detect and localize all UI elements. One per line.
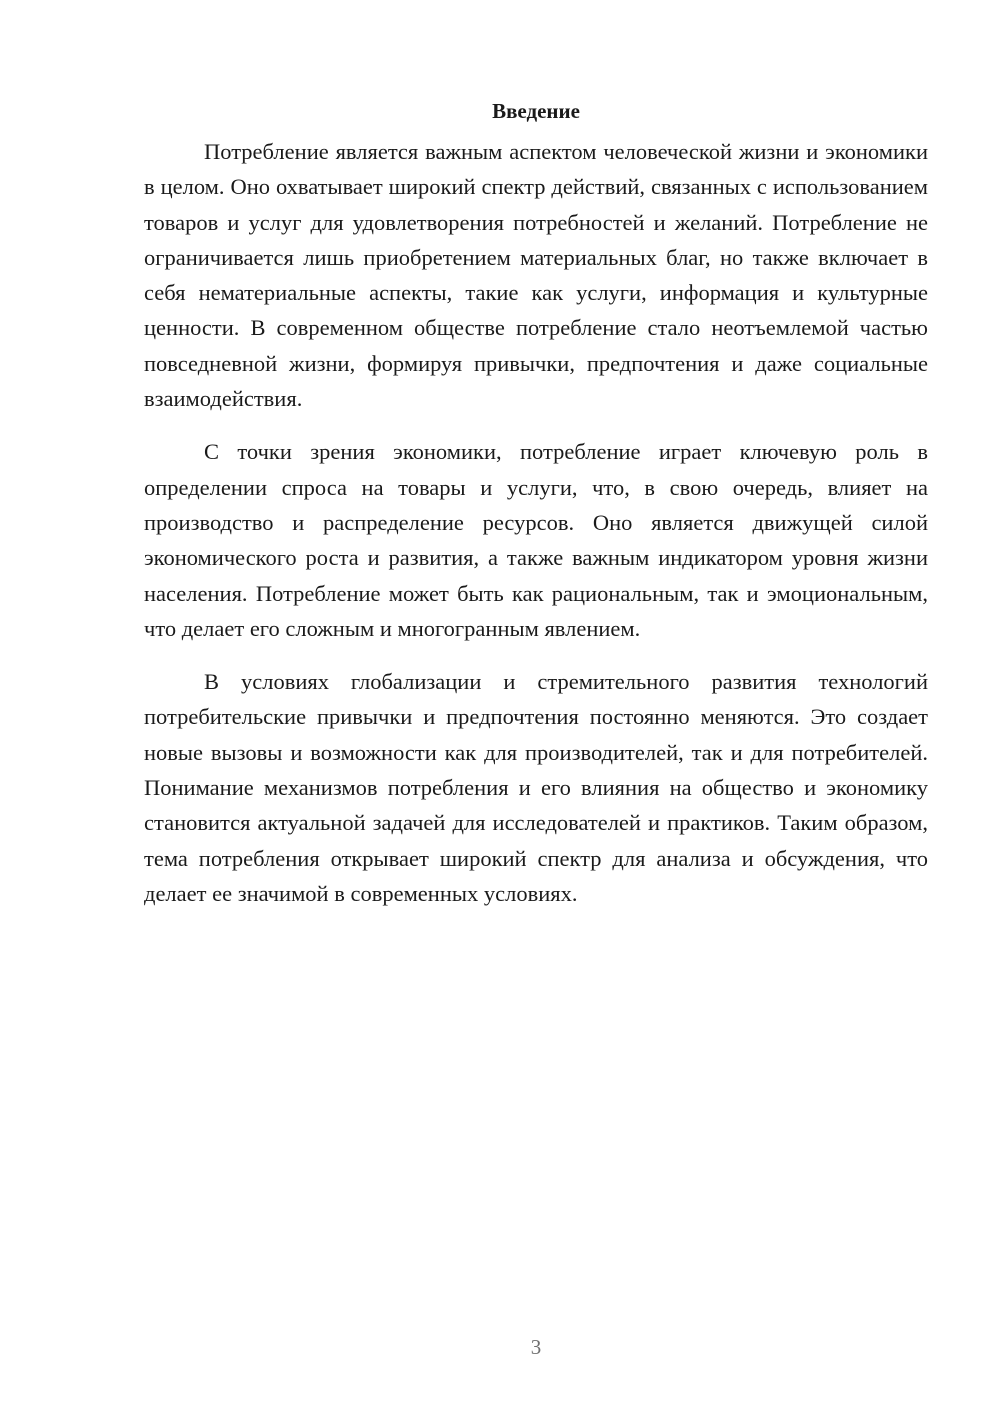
section-heading: Введение — [492, 99, 580, 123]
paragraph-2: С точки зрения экономики, потребление играет ключевую роль в определении спроса на товары и услуги, что, в свою очередь, влияет на производство и распределение ресурсов. Оно является движущей силой экономического роста и развития, а также важным индикатором уровня жизни населения. Потребление может быть как рациональным, так и эмоциональным, что делает его сложным и многогранным явлением. — [144, 439, 928, 641]
paragraph-1: Потребление является важным аспектом человеческой жизни и экономики в целом. Оно охватывает широкий спектр действий, связанных с использованием товаров и услуг для удовлетворения потребностей и желаний. Потребление не ограничивается лишь приобретением материальных благ, но также включает в себя нематериальные аспекты, такие как услуги, информация и культурные ценности. В современном обществе потребление стало неотъемлемой частью повседневной жизни, формируя привычки, предпочтения и даже социальные взаимодействия. — [144, 139, 928, 412]
paragraph-3: В условиях глобализации и стремительного развития технологий потребительские привычки и предпочтения постоянно меняются. Это создает новые вызовы и возможности как для производителей, так и для потребителей. Понимание механизмов потребления и его влияния на общество и экономику становится актуальной задачей для исследователей и практиков. Таким образом, тема потребления открывает широкий спектр для анализа и обсуждения, что делает ее значимой в современных условиях. — [144, 669, 928, 906]
page-content — [144, 96, 928, 929]
page-number: 3 — [530, 1335, 542, 1359]
